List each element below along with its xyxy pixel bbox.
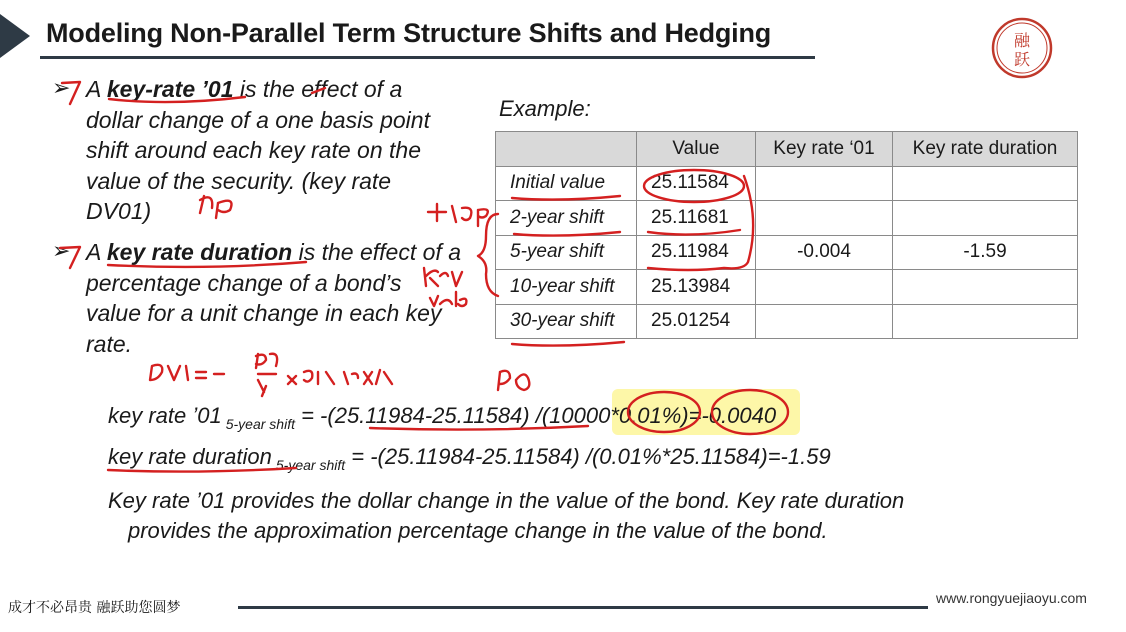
ink-underline-30yr — [512, 342, 624, 346]
row-krdur — [893, 270, 1078, 305]
logo-text-2: 跃 — [1013, 50, 1031, 69]
arrow-bullet-icon: ➢ — [52, 238, 71, 263]
bullet-definition: is the effect of a dollar change of a one basis point shift around each key rate on the value of the security. (key rate DV01) — [86, 76, 430, 224]
title-underline — [40, 56, 815, 59]
row-label: 2-year shift — [496, 201, 637, 236]
row-krd01: -0.004 — [756, 235, 893, 270]
table-row — [496, 201, 1078, 236]
bullet-definition: is the effect of a percentage change of a bond’s value for a unit change in each key rate. — [86, 239, 461, 357]
table-row — [496, 270, 1078, 305]
row-label: Initial value — [496, 166, 637, 201]
row-krd01 — [756, 304, 893, 339]
table-row — [496, 304, 1078, 339]
footer-rule — [238, 606, 928, 609]
conclusion-line-1: Key rate ’01 provides the dollar change in the value of the bond. Key rate duration — [108, 488, 905, 513]
table-header-krdur: Key rate duration — [893, 132, 1078, 167]
formula-lhs: key rate duration — [108, 444, 272, 469]
formula-key-rate-duration — [108, 444, 831, 473]
table-row — [496, 235, 1078, 270]
row-krd01 — [756, 166, 893, 201]
ink-dv01-formula — [150, 365, 224, 380]
formula-rhs: = -(25.11984-25.11584) /(0.01%*25.11584)=-1.59 — [345, 444, 831, 469]
bullet-term: key-rate ’01 — [106, 76, 234, 102]
bullet-text — [86, 237, 462, 359]
row-label: 30-year shift — [496, 304, 637, 339]
conclusion-line-2: provides the approximation percentage change in the value of the bond. — [128, 518, 828, 543]
row-krd01 — [756, 201, 893, 236]
row-value: 25.01254 — [637, 304, 756, 339]
row-krdur — [893, 201, 1078, 236]
row-value: 25.11681 — [637, 201, 756, 236]
bullet-pre: A — [86, 76, 107, 102]
table-row — [496, 166, 1078, 201]
logo-text-1: 融 — [1013, 31, 1031, 50]
arrow-bullet-icon: ➢ — [52, 75, 71, 100]
table-header-krd01: Key rate ‘01 — [756, 132, 893, 167]
row-krdur — [893, 304, 1078, 339]
table-header-value: Value — [637, 132, 756, 167]
formula-lhs: key rate ’01 — [108, 403, 222, 428]
row-value: 25.11584 — [637, 166, 756, 201]
footer-url[interactable]: www.rongyuejiaoyu.com — [936, 590, 1087, 606]
bullet-text — [86, 74, 462, 227]
bullet-term: key rate duration — [106, 239, 293, 265]
formula-key-rate-01 — [108, 403, 777, 432]
ink-multiplier-note — [288, 370, 392, 384]
footer-slogan: 成才不必昂贵 融跃助您圆梦 — [8, 600, 181, 616]
row-label: 5-year shift — [496, 235, 637, 270]
bullet-key-rate-duration — [52, 237, 462, 359]
conclusion-text — [108, 486, 1068, 546]
logo-icon — [990, 16, 1054, 80]
formula-rhs: = -(25.11984-25.11584) /(10000*0.01%)=-0.0040 — [294, 403, 777, 428]
table-header-row — [496, 132, 1078, 167]
formula-subscript: 5-year shift — [275, 457, 346, 473]
row-label: 10-year shift — [496, 270, 637, 305]
row-value: 25.11984 — [637, 235, 756, 270]
ink-dp-dy — [256, 354, 277, 396]
bullet-key-rate-01 — [52, 74, 462, 227]
key-rate-table — [495, 131, 1078, 339]
formula-subscript: 5-year shift — [225, 416, 295, 432]
example-label: Example: — [499, 96, 591, 121]
page-title: Modeling Non-Parallel Term Structure Shifts and Hedging — [46, 18, 772, 48]
title-marker — [0, 14, 30, 58]
bullet-pre: A — [86, 239, 107, 265]
ink-delta-p — [498, 371, 529, 390]
row-value: 25.13984 — [637, 270, 756, 305]
row-krdur: -1.59 — [893, 235, 1078, 270]
row-krdur — [893, 166, 1078, 201]
table-header-blank — [496, 132, 637, 167]
row-krd01 — [756, 270, 893, 305]
